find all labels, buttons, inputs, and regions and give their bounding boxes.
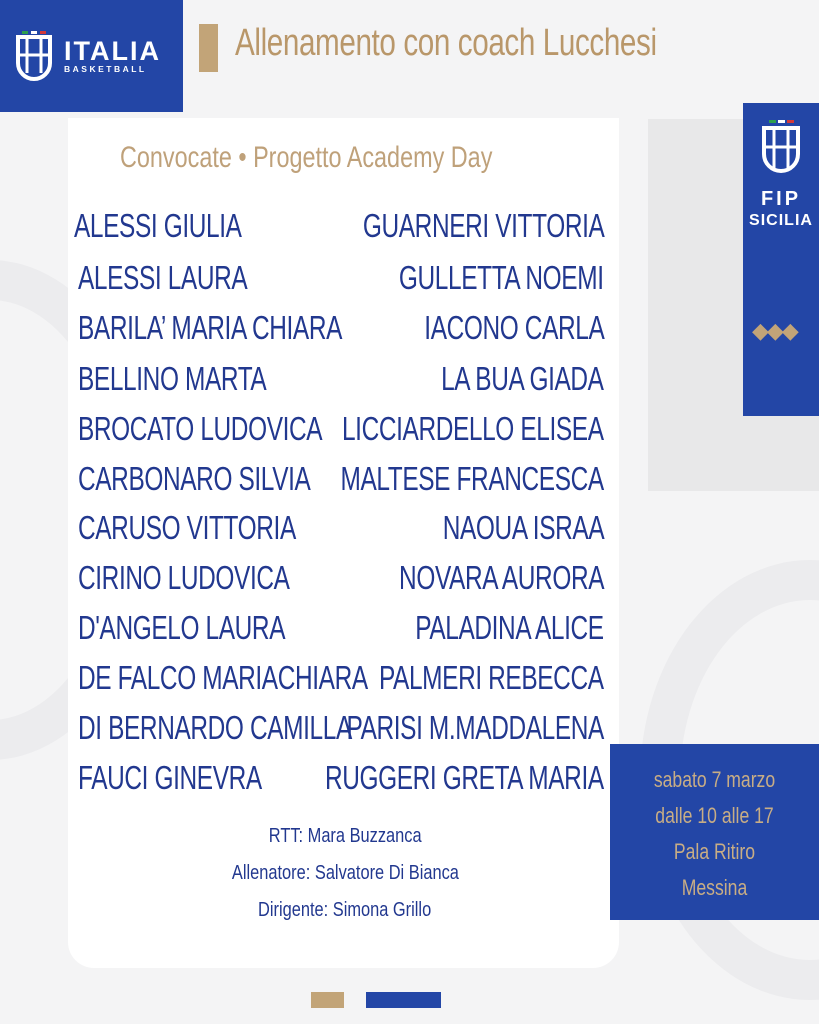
- brand-name: ITALIA: [64, 36, 161, 66]
- player-name: LICCIARDELLO ELISEA: [342, 410, 604, 447]
- brand-sub: BASKETBALL: [64, 64, 147, 74]
- page-title: Allenamento con coach Lucchesi: [235, 22, 657, 64]
- player-name: BARILA’ MARIA CHIARA: [78, 309, 343, 346]
- title-accent: [199, 24, 218, 72]
- player-name: CARBONARO SILVIA: [78, 460, 311, 497]
- player-name: CIRINO LUDOVICA: [78, 559, 290, 596]
- fip-basketball-icon: [758, 120, 804, 180]
- player-name: PALMERI REBECCA: [379, 659, 604, 696]
- italia-basketball-logo: [0, 0, 183, 112]
- staff-manager-text: Dirigente: Simona Grillo: [258, 899, 432, 921]
- player-name: PALADINA ALICE: [415, 609, 604, 646]
- roster-subtitle: Convocate • Progetto Academy Day: [120, 141, 493, 174]
- page-indicator-blue: [366, 992, 441, 1008]
- staff-coach: [0, 862, 690, 885]
- event-info-box: [610, 744, 819, 920]
- event-venue: Pala Ritiro: [673, 839, 756, 864]
- diamond-ornaments: ◆◆◆: [752, 318, 797, 343]
- player-name: CARUSO VITTORIA: [78, 509, 296, 546]
- event-time: dalle 10 alle 17: [655, 803, 774, 828]
- player-name: GUARNERI VITTORIA: [362, 207, 604, 244]
- player-name: IACONO CARLA: [423, 309, 604, 346]
- staff-manager: [0, 899, 690, 922]
- fip-label: FIP: [760, 188, 802, 210]
- staff-rtt-text: RTT: Mara Buzzanca: [268, 825, 422, 847]
- player-name: PARISI M.MADDALENA: [346, 709, 604, 746]
- player-name: FAUCI GINEVRA: [78, 759, 262, 796]
- player-name: ALESSI GIULIA: [74, 207, 242, 244]
- page-indicator-gold: [311, 992, 344, 1008]
- player-name: RUGGERI GRETA MARIA: [325, 759, 604, 796]
- player-name: ALESSI LAURA: [78, 259, 248, 296]
- event-date: sabato 7 marzo: [653, 767, 776, 792]
- player-name: GULLETTA NOEMI: [399, 259, 604, 296]
- staff-coach-text: Allenatore: Salvatore Di Bianca: [231, 862, 459, 884]
- basketball-icon: [12, 31, 56, 81]
- player-name: MALTESE FRANCESCA: [340, 460, 604, 497]
- staff-rtt: [0, 825, 690, 848]
- event-city: Messina: [681, 875, 748, 900]
- sicilia-label: SICILIA: [749, 212, 813, 229]
- player-name: LA BUA GIADA: [441, 360, 604, 397]
- player-name: NOVARA AURORA: [398, 559, 604, 596]
- player-name: BELLINO MARTA: [78, 360, 267, 397]
- player-name: BROCATO LUDOVICA: [78, 410, 323, 447]
- player-name: DE FALCO MARIACHIARA: [78, 659, 368, 696]
- player-name: NAOUA ISRAA: [442, 509, 604, 546]
- player-name: DI BERNARDO CAMILLA: [78, 709, 352, 746]
- player-name: D'ANGELO LAURA: [78, 609, 286, 646]
